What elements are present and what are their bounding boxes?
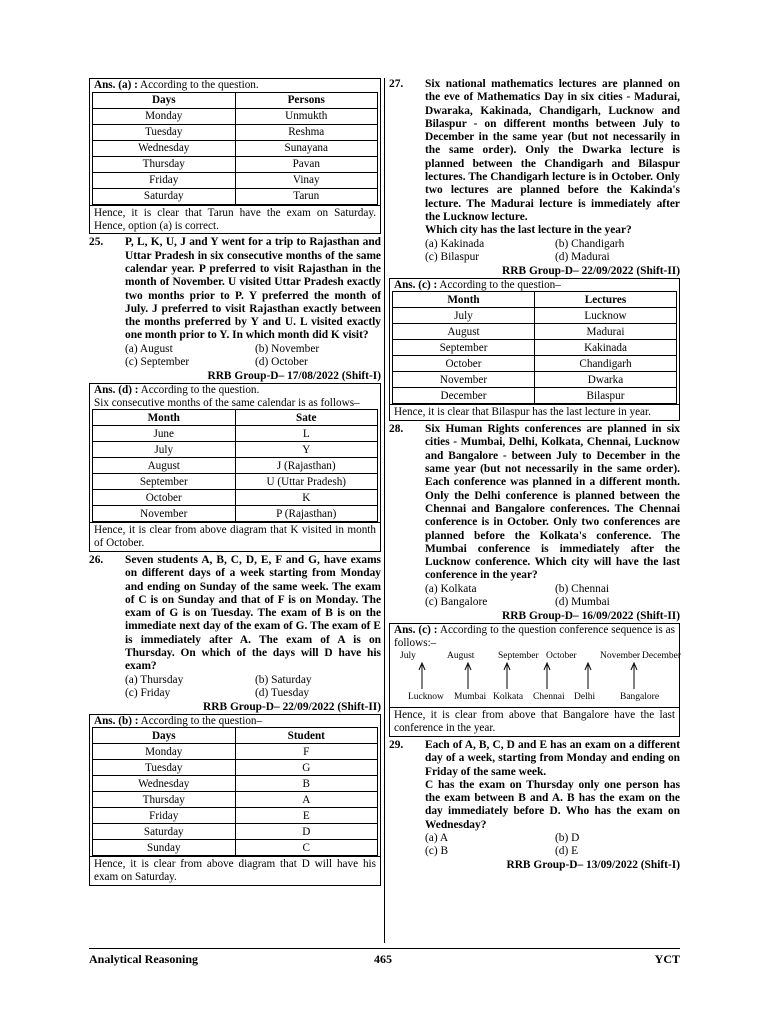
option: (b) Chennai (555, 582, 610, 595)
question-29 (389, 739, 680, 872)
table-row (93, 760, 378, 776)
table-cell: C (235, 840, 378, 856)
answer-head: Ans. (d) : According to the question. Six consecutive months of the same calendar is as follows– (94, 383, 360, 409)
table-cell: July (393, 308, 535, 324)
table-cell: L (235, 426, 378, 442)
sequence-city: Kolkata (493, 692, 524, 703)
source-ref: RRB Group-D– 13/09/2022 (Shift-I) (506, 858, 680, 871)
table-row (93, 442, 378, 458)
table-cell: September (393, 340, 535, 356)
column-header: Days (93, 728, 236, 744)
options (125, 343, 381, 369)
table-cell: A (235, 792, 378, 808)
table-cell: B (235, 776, 378, 792)
column-header: Month (93, 410, 236, 426)
option: (a) A (425, 831, 449, 844)
table-row (393, 324, 677, 340)
right-column (389, 78, 680, 872)
question-27 (389, 78, 680, 278)
table-cell: K (235, 490, 378, 506)
table-cell: Saturday (93, 188, 236, 204)
footer-subject: Analytical Reasoning (89, 952, 199, 966)
answer-foot: Hence, it is clear from above diagram that K visited in month of October. (90, 522, 380, 551)
page-footer (89, 948, 680, 966)
options (425, 832, 680, 858)
table-cell: Thursday (93, 156, 236, 172)
table-row (93, 506, 378, 522)
source-ref: RRB Group-D– 16/09/2022 (Shift-II) (502, 609, 680, 622)
table-cell: Sunayana (235, 140, 378, 156)
table-cell: Vinay (235, 172, 378, 188)
source-ref: RRB Group-D– 22/09/2022 (Shift-II) (502, 264, 680, 277)
table-row (93, 792, 378, 808)
sequence-city: Delhi (574, 692, 596, 703)
table-row (393, 356, 677, 372)
option: (d) Mumbai (555, 595, 610, 608)
option: (d) October (255, 355, 308, 368)
answer-24-table (92, 92, 378, 205)
table-cell: Wednesday (93, 140, 236, 156)
option: (d) Madurai (555, 250, 610, 263)
option: (b) D (555, 831, 580, 844)
options (425, 583, 680, 609)
sequence-month: August (447, 651, 475, 662)
table-cell: Wednesday (93, 776, 236, 792)
conference-sequence-diagram (390, 649, 682, 707)
table-cell: Thursday (93, 792, 236, 808)
question-text: Six national mathematics lectures are planned on the eve of Mathematics Day in six cities - Madurai, Dwaraka, Kakinada, Chandigarh, Lucknow and Bilaspur - on different months between July to December in the same year (but not necessarily in the same order). Only the Dwarka lecture is planned between the Chandigarh and Bilaspur lectures. The Chandigarh lecture is in October. Only two lectures are planned before the Kakinda's lecture. The Madurai lecture is immediately after the Lucknow lecture. Which city has the last lecture in the year? (425, 78, 680, 237)
column-divider (384, 78, 385, 943)
question-26 (89, 554, 381, 714)
table-row (93, 776, 378, 792)
table-cell: P (Rajasthan) (235, 506, 378, 522)
option: (b) Chandigarh (555, 237, 625, 250)
answer-foot: Hence, it is clear that Bilaspur has the last lecture in year. (390, 404, 679, 420)
option: (b) November (255, 342, 320, 355)
table-cell: Bilaspur (535, 388, 677, 404)
option: (c) B (425, 844, 449, 857)
answer-26-box (89, 714, 381, 886)
answer-25-table (92, 409, 378, 522)
table-cell: September (93, 474, 236, 490)
option: (a) Kakinada (425, 237, 485, 250)
table-row (93, 474, 378, 490)
table-cell: Reshma (235, 124, 378, 140)
question-25 (89, 236, 381, 382)
table-cell: Madurai (535, 324, 677, 340)
question-text: P, L, K, U, J and Y went for a trip to Rajasthan and Uttar Pradesh in six consecutive months of the same calendar year. P preferred to visit Rajasthan in the month of November. U visited Uttar Pradesh exactly two months prior to P. Y preferred the month of July. J preferred to visit Rajasthan exactly between the months preferred by Y and U. L visited exactly one month prior to Y. In which month did K visit? (125, 236, 381, 342)
sequence-month: November (600, 651, 641, 662)
sequence-city: Bangalore (620, 692, 660, 703)
table-cell: E (235, 808, 378, 824)
table-row (93, 108, 378, 124)
table-cell: August (393, 324, 535, 340)
question-text: Six Human Rights conferences are planned in six cities - Mumbai, Delhi, Kolkata, Chennai, Lucknow and Bangalore - between July to December in the same year (but not necessarily in the same order). Each conference was planned in a different month. Only the Delhi conference is planned between the Chennai and Bangalore conferences. The Chennai conference is in October. Only two conferences are planned before the Kolkata's conference. The Mumbai conference is immediately after the Lucknow conference. Which city will have the last conference in the year? (425, 423, 680, 582)
table-cell: June (93, 426, 236, 442)
table-cell: U (Uttar Pradesh) (235, 474, 378, 490)
option: (b) Saturday (255, 673, 312, 686)
table-cell: Tuesday (93, 760, 236, 776)
table-cell: Lucknow (535, 308, 677, 324)
sequence-month: July (400, 651, 416, 662)
table-cell: August (93, 458, 236, 474)
footer-brand: YCT (654, 952, 680, 966)
question-number: 28. (389, 423, 404, 436)
table-cell: Monday (93, 744, 236, 760)
sequence-city: Chennai (533, 692, 565, 703)
table-row (93, 840, 378, 856)
answer-foot: Hence, it is clear from above diagram that D will have his exam on Saturday. (90, 856, 380, 885)
table-cell: Sunday (93, 840, 236, 856)
answer-27-table (392, 291, 677, 404)
table-cell: Tarun (235, 188, 378, 204)
table-cell: D (235, 824, 378, 840)
table-cell: October (93, 490, 236, 506)
option: (a) Thursday (125, 673, 184, 686)
table-cell: November (393, 372, 535, 388)
table-row (93, 426, 378, 442)
option: (d) Tuesday (255, 686, 310, 699)
answer-27-box (389, 278, 680, 422)
table-cell: J (Rajasthan) (235, 458, 378, 474)
table-cell: Saturday (93, 824, 236, 840)
source-ref: RRB Group-D– 22/09/2022 (Shift-II) (203, 700, 381, 713)
answer-head: Ans. (c) : According to the question conference sequence is as follows:– (394, 623, 675, 649)
table-cell: Kakinada (535, 340, 677, 356)
answer-26-table (92, 727, 378, 856)
question-number: 29. (389, 738, 404, 751)
table-row (393, 388, 677, 404)
option: (c) September (125, 355, 190, 368)
sequence-month: September (498, 651, 539, 662)
source-ref: RRB Group-D– 17/08/2022 (Shift-I) (207, 369, 381, 382)
column-header: Days (93, 92, 236, 108)
table-cell: Y (235, 442, 378, 458)
sequence-city: Mumbai (454, 692, 487, 703)
question-text: Each of A, B, C, D and E has an exam on a different day of a week, starting from Monday and ending on Friday of the same week. C has the exam on Thursday only one person has the exam between B and A. B has the exam on the day immediately before D. Who has the exam on Wednesday? (425, 738, 680, 831)
page-number: 465 (374, 952, 392, 966)
table-cell: Pavan (235, 156, 378, 172)
answer-head: Ans. (b) : According to the question– (94, 714, 263, 727)
table-row (93, 824, 378, 840)
table-row (393, 340, 677, 356)
answer-head: Ans. (a) : According to the question. (94, 79, 259, 91)
options (425, 238, 680, 264)
table-cell: Friday (93, 808, 236, 824)
column-header: Lectures (535, 292, 677, 308)
question-number: 25. (89, 236, 104, 249)
table-row (93, 808, 378, 824)
column-header: Student (235, 728, 378, 744)
answer-24-box (89, 78, 381, 234)
table-cell: July (93, 442, 236, 458)
sequence-arrows (390, 649, 682, 707)
question-28 (389, 423, 680, 623)
table-row (93, 140, 378, 156)
table-row (93, 172, 378, 188)
table-row (93, 490, 378, 506)
table-row (393, 372, 677, 388)
table-row (93, 458, 378, 474)
option: (d) E (555, 844, 579, 857)
answer-foot: Hence, it is clear that Tarun have the exam on Saturday. Hence, option (a) is correct. (90, 205, 380, 234)
option: (c) Bangalore (425, 595, 488, 608)
answer-head: Ans. (c) : According to the question– (394, 278, 561, 291)
column-header: Persons (235, 92, 378, 108)
option: (c) Bilaspur (425, 250, 480, 263)
question-number: 26. (89, 553, 104, 566)
options (125, 674, 381, 700)
answer-28-box (389, 623, 680, 737)
option: (a) Kolkata (425, 582, 477, 595)
table-cell: Unmukth (235, 108, 378, 124)
sequence-month: December (642, 651, 682, 662)
table-cell: F (235, 744, 378, 760)
table-row (93, 188, 378, 204)
table-row (93, 744, 378, 760)
answer-25-box (89, 383, 381, 552)
question-number: 27. (389, 78, 404, 90)
table-cell: December (393, 388, 535, 404)
question-text: Seven students A, B, C, D, E, F and G, have exams on different days of a week starting from Monday and ending on Sunday of the same week. The exam of C is on Sunday and that of F is on Monday. The exam of G is on Tuesday. The exam of B is on the immediate next day of the exam of G. The exam of E is immediately after A. The exam of A is on Thursday. On which of the days will D have his exam? (125, 553, 381, 673)
option: (a) August (125, 342, 173, 355)
table-cell: November (93, 506, 236, 522)
column-header: Month (393, 292, 535, 308)
table-cell: Monday (93, 108, 236, 124)
table-cell: October (393, 356, 535, 372)
table-row (93, 156, 378, 172)
table-cell: Tuesday (93, 124, 236, 140)
left-column (89, 78, 381, 888)
sequence-month: October (546, 651, 577, 662)
column-header: Sate (235, 410, 378, 426)
table-cell: Chandigarh (535, 356, 677, 372)
table-row (393, 308, 677, 324)
answer-foot: Hence, it is clear from above that Bangalore have the last conference in the year. (390, 707, 679, 736)
table-row (93, 124, 378, 140)
table-cell: Dwarka (535, 372, 677, 388)
option: (c) Friday (125, 686, 171, 699)
sequence-city: Lucknow (408, 692, 444, 703)
table-cell: Friday (93, 172, 236, 188)
table-cell: G (235, 760, 378, 776)
